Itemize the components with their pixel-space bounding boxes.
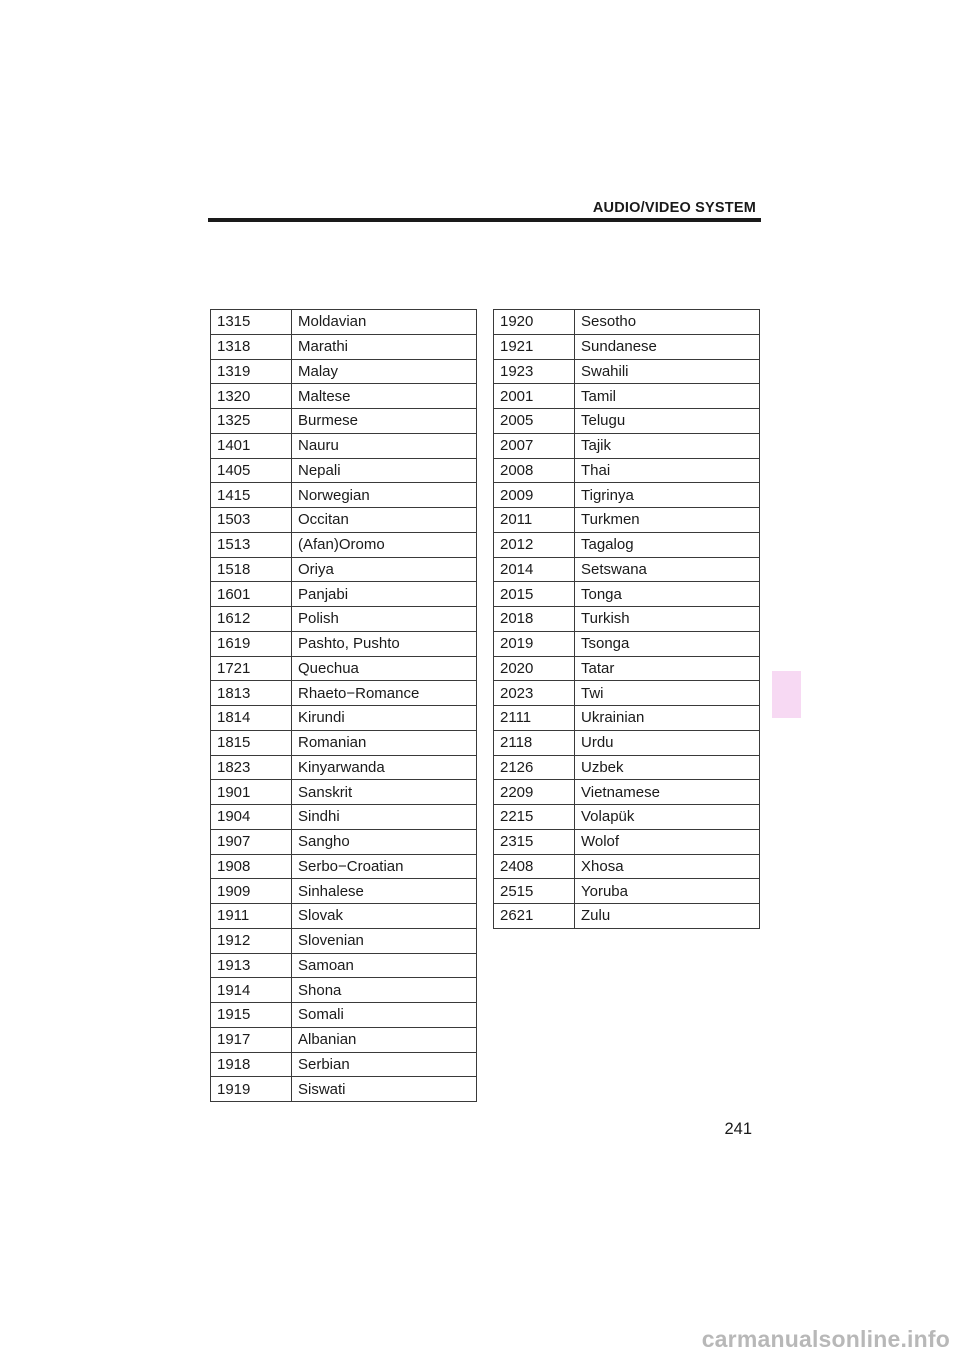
- table-row: [211, 384, 477, 409]
- language-name-cell: Norwegian: [292, 483, 477, 508]
- language-code-cell: 2126: [494, 755, 575, 780]
- language-name-cell: Rhaeto−Romance: [292, 681, 477, 706]
- language-code-cell: 1908: [211, 854, 292, 879]
- language-name-cell: Urdu: [575, 730, 760, 755]
- table-row: [494, 557, 760, 582]
- language-code-cell: 2215: [494, 805, 575, 830]
- language-name-cell: Wolof: [575, 829, 760, 854]
- table-row: [494, 483, 760, 508]
- language-code-cell: 2621: [494, 904, 575, 929]
- language-name-cell: Samoan: [292, 953, 477, 978]
- table-row: [494, 755, 760, 780]
- language-code-cell: 2007: [494, 433, 575, 458]
- language-name-cell: Sangho: [292, 829, 477, 854]
- table-row: [211, 1052, 477, 1077]
- language-name-cell: Kinyarwanda: [292, 755, 477, 780]
- table-row: [211, 557, 477, 582]
- language-name-cell: Vietnamese: [575, 780, 760, 805]
- page-number: 241: [724, 1120, 752, 1138]
- language-name-cell: Tagalog: [575, 532, 760, 557]
- language-code-cell: 1415: [211, 483, 292, 508]
- language-code-cell: 1518: [211, 557, 292, 582]
- language-name-cell: Quechua: [292, 656, 477, 681]
- language-name-cell: Telugu: [575, 409, 760, 434]
- language-name-cell: Xhosa: [575, 854, 760, 879]
- table-row: [211, 978, 477, 1003]
- language-code-cell: 2015: [494, 582, 575, 607]
- table-row: [494, 681, 760, 706]
- language-code-cell: 2011: [494, 508, 575, 533]
- language-name-cell: Tamil: [575, 384, 760, 409]
- language-name-cell: Pashto, Pushto: [292, 631, 477, 656]
- language-name-cell: Uzbek: [575, 755, 760, 780]
- language-code-cell: 1921: [494, 334, 575, 359]
- language-name-cell: Slovenian: [292, 928, 477, 953]
- language-code-cell: 1320: [211, 384, 292, 409]
- watermark: carmanualsonline.info: [701, 1326, 950, 1352]
- language-name-cell: Thai: [575, 458, 760, 483]
- language-code-cell: 1913: [211, 953, 292, 978]
- table-row: [494, 532, 760, 557]
- table-row: [211, 483, 477, 508]
- language-name-cell: Tigrinya: [575, 483, 760, 508]
- table-row: [494, 904, 760, 929]
- language-name-cell: Burmese: [292, 409, 477, 434]
- language-name-cell: Kirundi: [292, 706, 477, 731]
- language-name-cell: Slovak: [292, 904, 477, 929]
- language-name-cell: Tatar: [575, 656, 760, 681]
- language-name-cell: Moldavian: [292, 310, 477, 335]
- table-row: [494, 656, 760, 681]
- table-row: [211, 928, 477, 953]
- language-name-cell: Panjabi: [292, 582, 477, 607]
- language-name-cell: Albanian: [292, 1027, 477, 1052]
- table-row: [211, 730, 477, 755]
- table-row: [211, 681, 477, 706]
- table-row: [494, 854, 760, 879]
- language-code-cell: 2118: [494, 730, 575, 755]
- language-name-cell: Turkish: [575, 607, 760, 632]
- table-row: [494, 334, 760, 359]
- language-name-cell: Occitan: [292, 508, 477, 533]
- language-name-cell: Zulu: [575, 904, 760, 929]
- table-row: [211, 433, 477, 458]
- language-code-cell: 1918: [211, 1052, 292, 1077]
- table-row: [494, 359, 760, 384]
- table-row: [211, 532, 477, 557]
- language-code-cell: 2008: [494, 458, 575, 483]
- table-row: [211, 607, 477, 632]
- table-row: [211, 879, 477, 904]
- language-code-cell: 2005: [494, 409, 575, 434]
- table-row: [494, 706, 760, 731]
- table-row: [211, 359, 477, 384]
- language-name-cell: Ukrainian: [575, 706, 760, 731]
- table-row: [494, 508, 760, 533]
- language-code-cell: 2014: [494, 557, 575, 582]
- language-code-cell: 1917: [211, 1027, 292, 1052]
- language-name-cell: Romanian: [292, 730, 477, 755]
- language-code-cell: 1319: [211, 359, 292, 384]
- language-name-cell: Serbian: [292, 1052, 477, 1077]
- table-row: [211, 508, 477, 533]
- table-row: [211, 334, 477, 359]
- table-row: [494, 607, 760, 632]
- language-code-cell: 1912: [211, 928, 292, 953]
- language-code-cell: 2009: [494, 483, 575, 508]
- language-code-cell: 1823: [211, 755, 292, 780]
- language-code-cell: 1923: [494, 359, 575, 384]
- language-name-cell: Twi: [575, 681, 760, 706]
- table-row: [494, 409, 760, 434]
- language-code-cell: 1907: [211, 829, 292, 854]
- section-tab-marker: [772, 671, 801, 718]
- language-code-cell: 2209: [494, 780, 575, 805]
- table-row: [211, 458, 477, 483]
- table-row: [211, 631, 477, 656]
- language-code-cell: 1919: [211, 1077, 292, 1102]
- language-name-cell: Volapük: [575, 805, 760, 830]
- language-code-cell: 2023: [494, 681, 575, 706]
- language-name-cell: Tsonga: [575, 631, 760, 656]
- language-code-cell: 1503: [211, 508, 292, 533]
- table-row: [494, 631, 760, 656]
- language-code-cell: 2111: [494, 706, 575, 731]
- language-code-cell: 1904: [211, 805, 292, 830]
- language-name-cell: Sesotho: [575, 310, 760, 335]
- language-name-cell: Yoruba: [575, 879, 760, 904]
- language-name-cell: Sinhalese: [292, 879, 477, 904]
- language-name-cell: Siswati: [292, 1077, 477, 1102]
- table-row: [211, 706, 477, 731]
- table-row: [211, 805, 477, 830]
- language-name-cell: Malay: [292, 359, 477, 384]
- language-code-cell: 1721: [211, 656, 292, 681]
- table-row: [211, 780, 477, 805]
- language-name-cell: Setswana: [575, 557, 760, 582]
- language-name-cell: Sanskrit: [292, 780, 477, 805]
- language-name-cell: Nauru: [292, 433, 477, 458]
- language-code-cell: 2408: [494, 854, 575, 879]
- table-row: [211, 1003, 477, 1028]
- table-row: [211, 953, 477, 978]
- table-row: [211, 656, 477, 681]
- language-name-cell: Tonga: [575, 582, 760, 607]
- table-row: [211, 904, 477, 929]
- language-code-cell: 1909: [211, 879, 292, 904]
- table-row: [494, 829, 760, 854]
- language-code-cell: 2019: [494, 631, 575, 656]
- language-code-cell: 1619: [211, 631, 292, 656]
- table-row: [211, 310, 477, 335]
- language-code-cell: 2018: [494, 607, 575, 632]
- table-row: [494, 582, 760, 607]
- language-name-cell: Polish: [292, 607, 477, 632]
- language-name-cell: Swahili: [575, 359, 760, 384]
- table-row: [494, 310, 760, 335]
- language-code-cell: 1914: [211, 978, 292, 1003]
- language-name-cell: Sindhi: [292, 805, 477, 830]
- language-code-cell: 2020: [494, 656, 575, 681]
- language-name-cell: Sundanese: [575, 334, 760, 359]
- table-row: [494, 879, 760, 904]
- language-code-cell: 1401: [211, 433, 292, 458]
- language-code-table-left: [210, 309, 477, 1102]
- language-name-cell: Oriya: [292, 557, 477, 582]
- language-code-cell: 1315: [211, 310, 292, 335]
- language-code-cell: 1920: [494, 310, 575, 335]
- language-code-cell: 1318: [211, 334, 292, 359]
- table-row: [494, 805, 760, 830]
- language-code-cell: 1911: [211, 904, 292, 929]
- language-name-cell: Turkmen: [575, 508, 760, 533]
- table-row: [494, 730, 760, 755]
- table-row: [211, 1077, 477, 1102]
- table-row: [494, 458, 760, 483]
- table-row: [211, 755, 477, 780]
- table-row: [494, 433, 760, 458]
- language-code-cell: 1815: [211, 730, 292, 755]
- language-code-cell: 1813: [211, 681, 292, 706]
- language-code-cell: 2315: [494, 829, 575, 854]
- language-code-table-right: [493, 309, 760, 929]
- table-row: [494, 780, 760, 805]
- language-name-cell: (Afan)Oromo: [292, 532, 477, 557]
- header-rule: [208, 218, 761, 222]
- language-code-cell: 1325: [211, 409, 292, 434]
- language-code-cell: 2012: [494, 532, 575, 557]
- table-row: [211, 854, 477, 879]
- table-row: [211, 1027, 477, 1052]
- language-code-cell: 1405: [211, 458, 292, 483]
- language-code-cell: 2515: [494, 879, 575, 904]
- table-row: [211, 829, 477, 854]
- language-name-cell: Shona: [292, 978, 477, 1003]
- language-code-cell: 1601: [211, 582, 292, 607]
- table-row: [211, 582, 477, 607]
- table-row: [494, 384, 760, 409]
- language-code-cell: 1612: [211, 607, 292, 632]
- language-code-cell: 1814: [211, 706, 292, 731]
- language-name-cell: Somali: [292, 1003, 477, 1028]
- section-header: AUDIO/VIDEO SYSTEM: [592, 200, 756, 216]
- language-name-cell: Marathi: [292, 334, 477, 359]
- language-code-cell: 1513: [211, 532, 292, 557]
- language-name-cell: Tajik: [575, 433, 760, 458]
- language-name-cell: Serbo−Croatian: [292, 854, 477, 879]
- language-name-cell: Nepali: [292, 458, 477, 483]
- language-code-cell: 1915: [211, 1003, 292, 1028]
- language-code-cell: 2001: [494, 384, 575, 409]
- table-row: [211, 409, 477, 434]
- language-code-cell: 1901: [211, 780, 292, 805]
- language-name-cell: Maltese: [292, 384, 477, 409]
